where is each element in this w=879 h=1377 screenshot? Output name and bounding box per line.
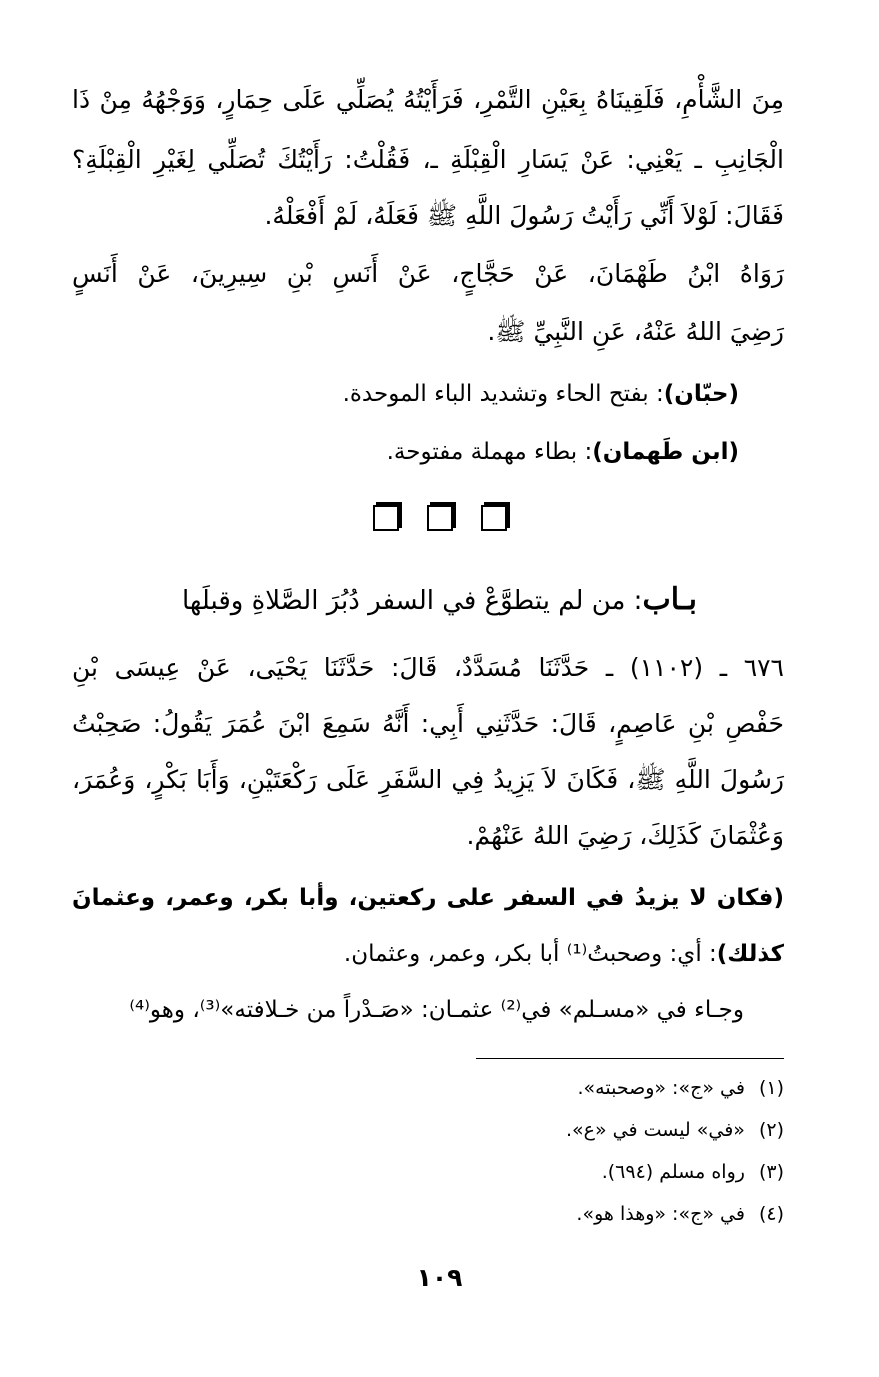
- gloss-hibban: [27, 374, 739, 414]
- footnote-text: رواه مسلم (٦٩٤).: [601, 1161, 745, 1183]
- commentary-line: وجـاء في «مسـلم» في⁽²⁾ عثمـان: «صَـدْراً من خـلافته»⁽³⁾، وهو⁽⁴⁾: [129, 997, 744, 1023]
- commentary-text: : أي: وصحبتُ⁽¹⁾ أبا بكر، وعمر، وعثمان.: [343, 941, 717, 967]
- section-separator: [0, 505, 879, 531]
- hadith-line: رَسُولَ اللَّهِ ﷺ، فَكَانَ لاَ يَزِيدُ فِي السَّفَرِ عَلَى رَكْعَتَيْنِ، وَأَبَا بَكْرٍ، وَعُمَرَ،: [72, 765, 784, 794]
- square-ornament-icon: [427, 505, 453, 531]
- gloss-ibn-tahman: [27, 432, 739, 472]
- footnote: [578, 1072, 785, 1104]
- hadith-line: الْجَانِبِ ـ يَعْنِي: عَنْ يَسَارِ الْقِبْلَةِ ـ، فَقُلْتُ: رَأَيْتُكَ تُصَلِّي لِغَيْرِ الْقِبْلَةِ؟: [72, 145, 784, 174]
- chapter-heading: [0, 580, 879, 621]
- hadith-line: فَقَالَ: لَوْلاَ أَنِّي رَأَيْتُ رَسُولَ اللَّهِ ﷺ فَعَلَهُ، لَمْ أَفْعَلْهُ.: [264, 201, 784, 230]
- footnote-number: (١): [758, 1077, 784, 1099]
- gloss-text: : بطاء مهملة مفتوحة.: [386, 439, 593, 465]
- commentary-quote: كذلك): [716, 941, 784, 967]
- footnote-divider: [476, 1058, 784, 1059]
- footnote-number: (٢): [758, 1119, 784, 1141]
- hadith-line: حَفْصِ بْنِ عَاصِمٍ، قَالَ: حَدَّثَنِي أَبِي: أَنَّهُ سَمِعَ ابْنَ عُمَرَ يَقُولُ: صَحِبْتُ: [72, 709, 784, 738]
- commentary-quote: (فكان لا يزيدُ في السفر على ركعتين، وأبا بكر، وعمر، وعثمانَ: [72, 885, 784, 911]
- footnote-text: «في» ليست في «ع».: [565, 1119, 745, 1141]
- gloss-term: (حبّان): [663, 381, 739, 407]
- footnote-text: في «ج»: «وصحبته».: [577, 1077, 745, 1099]
- hadith-line: مِنَ الشَّأْمِ، فَلَقِينَاهُ بِعَيْنِ التَّمْرِ، فَرَأَيْتُهُ يُصَلِّي عَلَى حِمَارٍ، وَوَجْهُهُ مِنْ ذَا: [72, 85, 784, 114]
- chapter-title: : من لم يتطوَّعْ في السفر دُبُرَ الصَّلاةِ وقبلَها: [182, 586, 643, 616]
- page-number: ١٠٩: [416, 1263, 463, 1292]
- footnote-number: (٣): [758, 1161, 784, 1183]
- riwaya-line: رَضِيَ اللهُ عَنْهُ، عَنِ النَّبِيِّ ﷺ.: [487, 317, 784, 346]
- chapter-label: بـاب: [642, 582, 697, 617]
- footnote: [576, 1198, 784, 1230]
- commentary-line: [72, 878, 784, 918]
- commentary-line: [72, 934, 784, 974]
- gloss-text: : بفتح الحاء وتشديد الباء الموحدة.: [342, 381, 664, 407]
- riwaya-line: رَوَاهُ ابْنُ طَهْمَانَ، عَنْ حَجَّاجٍ، عَنْ أَنَسِ بْنِ سِيرِينَ، عَنْ أَنَسٍ: [72, 259, 784, 288]
- footnote-number: (٤): [758, 1203, 784, 1225]
- hadith-line: ٦٧٦ ـ (١١٠٢) ـ حَدَّثَنَا مُسَدَّدٌ، قَالَ: حَدَّثَنَا يَحْيَى، عَنْ عِيسَى بْنِ: [72, 653, 784, 682]
- hadith-line: وَعُثْمَانَ كَذَلِكَ، رَضِيَ اللهُ عَنْهُمْ.: [466, 821, 784, 850]
- footnote-text: في «ج»: «وهذا هو».: [576, 1203, 745, 1225]
- footnote: [566, 1114, 784, 1146]
- square-ornament-icon: [373, 505, 399, 531]
- gloss-term: (ابن طَهمان): [592, 439, 739, 465]
- footnote: [602, 1156, 784, 1188]
- square-ornament-icon: [481, 505, 507, 531]
